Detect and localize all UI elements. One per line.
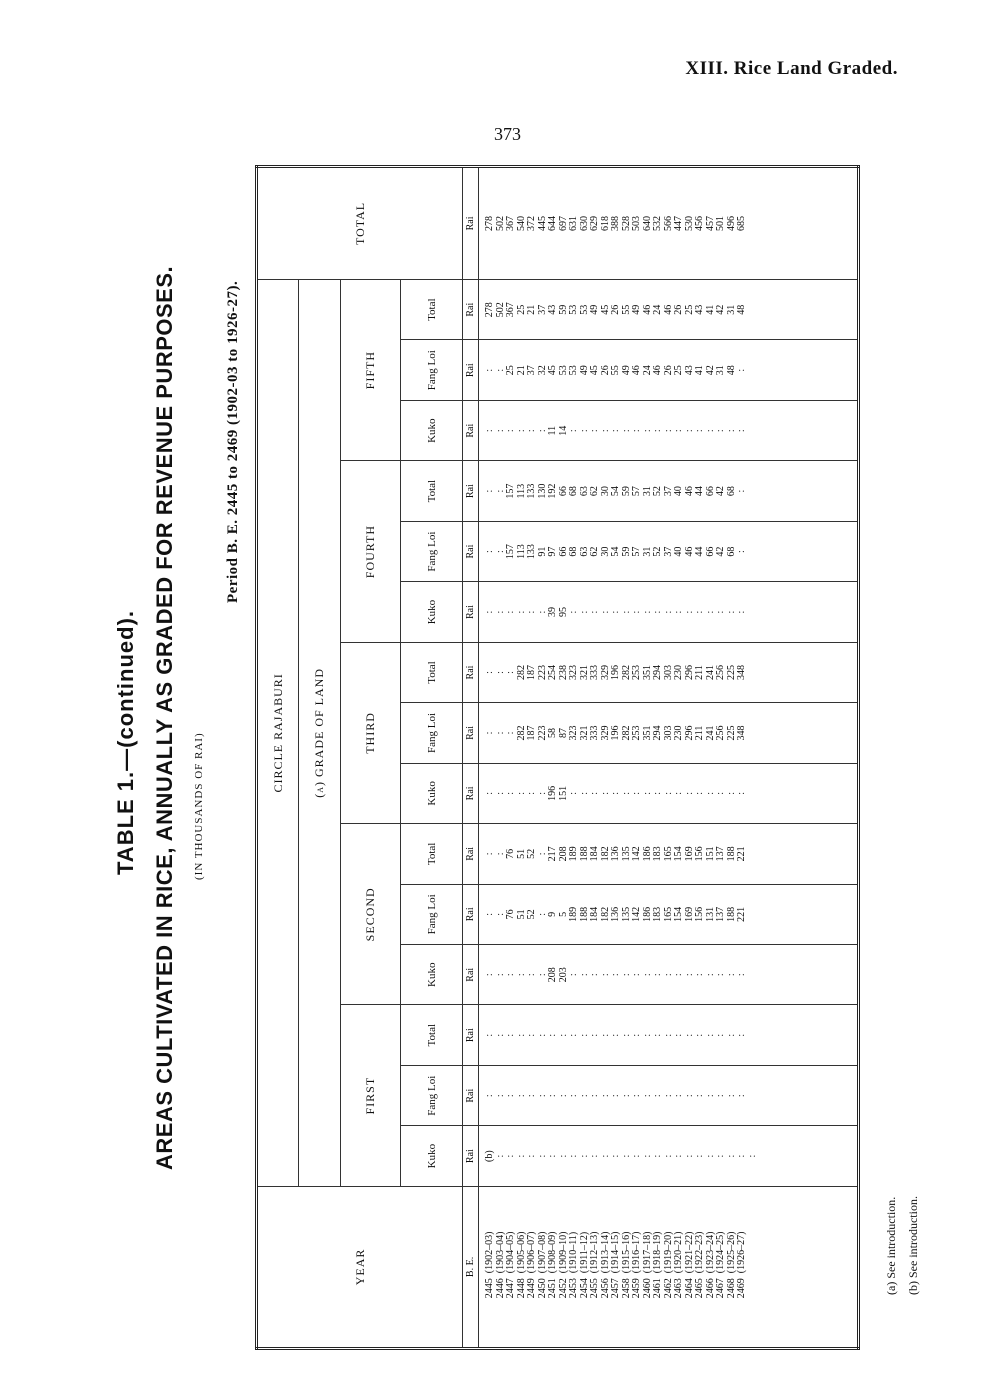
table-title: TABLE 1.—(continued). bbox=[113, 609, 138, 875]
grade-third-header: THIRD bbox=[341, 642, 401, 823]
unit-label: Rai bbox=[463, 1065, 479, 1125]
third-total-header: Total bbox=[401, 642, 463, 702]
be-label: B. E. bbox=[463, 1186, 479, 1348]
data-table-wrapper bbox=[255, 165, 860, 1350]
unit-label: Rai bbox=[463, 461, 479, 521]
fourth-total-header: Total bbox=[401, 461, 463, 521]
unit-label: Rai bbox=[463, 945, 479, 1005]
unit-label: Rai bbox=[463, 582, 479, 642]
unit-label: Rai bbox=[463, 400, 479, 460]
units-note: (IN THOUSANDS OF RAI) bbox=[193, 732, 205, 880]
grand-total-values: 278 502 367 540 372 445 644 697 631 630 629 618 388 528 503 640 532 566 447 530 456 457 501 496 685 bbox=[479, 167, 859, 280]
second-total-header: Total bbox=[401, 824, 463, 884]
fifth-kuko-header: Kuko bbox=[401, 400, 463, 460]
fourth-kuko-values: : : : : : : 39 95 : : : : : : : : : : : : : : : : : bbox=[479, 582, 859, 642]
unit-label: Rai bbox=[463, 167, 479, 280]
first-fang-header: Fang Loi bbox=[401, 1065, 463, 1125]
grade-second-header: SECOND bbox=[341, 824, 401, 1005]
footnote-a: (a) See introduction. bbox=[884, 1196, 898, 1295]
second-fang-header: Fang Loi bbox=[401, 884, 463, 944]
second-kuko-values: : : : : : : 208 203 : : : : : : : : : : : : : : : : : bbox=[479, 945, 859, 1005]
first-fang-values: : : : : : : : : : : : : : : : : : : : : : : : : : bbox=[479, 1065, 859, 1125]
unit-label: Rai bbox=[463, 279, 479, 340]
fifth-total-values: 278 502 367 25 21 37 43 59 53 53 49 45 26 55 49 46 24 46 26 25 43 41 42 31 48 bbox=[479, 279, 859, 340]
period-line: Period B. E. 2445 to 2469 (1902-03 to 1926-27). bbox=[225, 280, 241, 603]
unit-label: Rai bbox=[463, 884, 479, 944]
unit-label: Rai bbox=[463, 340, 479, 400]
first-kuko-values bbox=[479, 1126, 859, 1186]
grade-first-header: FIRST bbox=[341, 1005, 401, 1186]
fifth-kuko-values: : : : : : : 11 14 : : : : : : : : : : : : : : : : : bbox=[479, 400, 859, 460]
unit-label: Rai bbox=[463, 521, 479, 581]
grade-of-land-header: (a) GRADE OF LAND bbox=[299, 279, 341, 1186]
third-fang-values: : : : 282 187 223 58 87 323 321 333 329 196 282 253 351 294 303 230 296 211 241 256 225 348 bbox=[479, 703, 859, 763]
fifth-fang-header: Fang Loi bbox=[401, 340, 463, 400]
unit-label: Rai bbox=[463, 763, 479, 823]
first-kuko-header: Kuko bbox=[401, 1126, 463, 1186]
unit-label: Rai bbox=[463, 642, 479, 702]
page-number: 373 bbox=[494, 124, 521, 144]
second-total-values: : : 76 51 52 : 217 208 189 188 184 182 136 135 142 186 183 165 154 169 156 151 137 188 221 bbox=[479, 824, 859, 884]
section-heading: XIII. Rice Land Graded. bbox=[685, 58, 898, 79]
year-header: YEAR bbox=[257, 1186, 463, 1348]
footnote-b: (b) See introduction. bbox=[906, 1196, 920, 1295]
unit-label: Rai bbox=[463, 824, 479, 884]
note-b: (b) bbox=[484, 1150, 496, 1162]
third-fang-header: Fang Loi bbox=[401, 703, 463, 763]
first-kuko-list: : : : : : : : : : : : : : : : : : : : : : : : : : bbox=[494, 1154, 758, 1158]
unit-label: Rai bbox=[463, 1126, 479, 1186]
third-kuko-values: : : : : : : 196 151 : : : : : : : : : : : : : : : : : bbox=[479, 763, 859, 823]
fourth-fang-header: Fang Loi bbox=[401, 521, 463, 581]
grade-fourth-header: FOURTH bbox=[341, 461, 401, 642]
unit-label: Rai bbox=[463, 703, 479, 763]
circle-header: CIRCLE RAJABURI bbox=[257, 279, 299, 1186]
third-kuko-header: Kuko bbox=[401, 763, 463, 823]
grand-total-header: TOTAL bbox=[257, 167, 463, 280]
footnotes bbox=[880, 1196, 924, 1295]
unit-label: Rai bbox=[463, 1005, 479, 1065]
table-subtitle: AREAS CULTIVATED IN RICE, ANNUALLY AS GRADED FOR REVENUE PURPOSES. bbox=[152, 265, 177, 1170]
first-total-header: Total bbox=[401, 1005, 463, 1065]
second-kuko-header: Kuko bbox=[401, 945, 463, 1005]
third-total-values: : : : 282 187 223 254 238 323 321 333 329 196 282 253 351 294 303 230 296 211 241 256 225 348 bbox=[479, 642, 859, 702]
year-column: 2445 (1902–03) 2446 (1903–04) 2447 (1904–05) 2448 (1905–06) 2449 (1906–07) 2450 (1907–08) 2451 (1908–09) 2452 (1909–10) 2453 (1910–11) 2454 (1911–12) 2455 (1912–13) 2456 (1913–14) 2457 (1914–15) 2458 (1915–16) 2459 (1916–17) 2460 (1917–18) 2461 (1918–19) 2462 (1919–20) 2463 (1920–21) 2464 (1921–22) 2465 (1922–23) 2466 (1923–24) 2467 (1924–25) 2468 (1925–26) 2469 (1926–27) bbox=[479, 1186, 859, 1348]
second-fang-values: : : 76 51 52 : 9 5 189 188 184 182 136 135 142 186 183 165 154 169 156 131 137 188 221 bbox=[479, 884, 859, 944]
fourth-fang-values: : : 157 113 133 91 97 66 68 63 62 30 54 59 57 31 52 37 40 46 44 66 42 68 : bbox=[479, 521, 859, 581]
first-total-values: : : : : : : : : : : : : : : : : : : : : : : : : : bbox=[479, 1005, 859, 1065]
fifth-fang-values: : : 25 21 37 32 45 53 53 49 45 26 55 49 46 24 46 26 25 43 41 42 31 48 : bbox=[479, 340, 859, 400]
rice-land-table bbox=[255, 165, 860, 1350]
fifth-total-header: Total bbox=[401, 279, 463, 340]
fourth-total-values: : : 157 113 133 130 192 66 68 63 62 30 54 59 57 31 52 37 40 46 44 66 42 68 : bbox=[479, 461, 859, 521]
grade-fifth-header: FIFTH bbox=[341, 279, 401, 461]
fourth-kuko-header: Kuko bbox=[401, 582, 463, 642]
